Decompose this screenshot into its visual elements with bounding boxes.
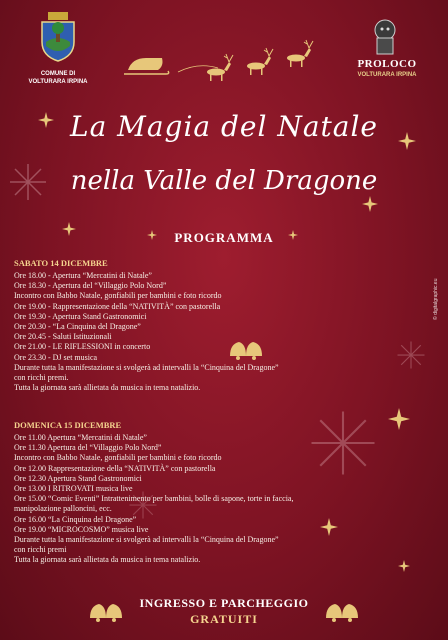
program-line: con ricchi premi [14,545,67,555]
program-line: Ore 13.00 I RITROVATI musica live [14,484,133,494]
program-line: Ore 12.00 Rappresentazione della “NATIVITÀ” con pastorella [14,463,216,473]
proloco-logo [370,18,400,56]
program-line: Ore 20.30 - “La Cinquina del Dragone” [14,322,141,332]
proloco-name: PROLOCO [357,58,417,70]
footer-line2: GRATUITI [190,612,258,626]
program-line: Tutta la giornata sarà allietata da musica in tema natalizio. [14,555,201,565]
program-line: Tutta la giornata sarà allietata da musica in tema natalizio. [14,383,201,393]
program-line: Ore 18.30 - Apertura del “Villaggio Polo Nord” [14,281,167,291]
side-credit: © digitalgraphic.eu [433,278,439,320]
program-line: Ore 11.00 Apertura “Mercatini di Natale” [14,433,147,442]
program-line: Ore 23.30 - DJ set musica [14,352,98,362]
program-line: Durante tutta la manifestazione si svolgerà ad intervalli la “Cinquina del Dragone” [14,362,279,372]
proloco-subtitle: VOLTURARA IRPINA [357,72,417,78]
programma-heading: PROGRAMMA [174,230,274,245]
comune-label [18,70,98,86]
day-heading-saturday: SABATO 14 DICEMBRE [14,258,108,268]
star-icon [362,196,378,212]
footer-line1: INGRESSO E PARCHEGGIO [139,596,309,610]
snowflake-icon [396,340,426,370]
program-line: Ore 21.00 - LE RIFLESSIONI in concerto [14,342,151,352]
program-line: Ore 20.45 - Saluti Istituzionali [14,332,112,342]
program-line: manipolazione palloncini, ecc. [14,504,112,514]
program-line: con ricchi premi. [14,373,69,383]
star-icon [398,560,410,572]
program-line: Incontro con Babbo Natale, gonfiabili per bambini e foto ricordo [14,291,222,301]
program-list-sunday [14,433,394,566]
sleigh-reindeer-icon [118,28,328,88]
day-heading-sunday: DOMENICA 15 DICEMBRE [14,420,122,430]
star-icon [388,408,410,430]
program-line: Durante tutta la manifestazione si svolgerà ad intervalli la “Cinquina del Dragone” [14,535,279,545]
program-line: Incontro con Babbo Natale, gonfiabili per bambini e foto ricordo [14,453,222,463]
program-line: Ore 11.30 Apertura del “Villaggio Polo Nord” [14,443,162,453]
comune-line2: VOLTURARA IRPINA [28,79,88,85]
program-line: Ore 19.00 - Rappresentazione della “NATIVITÀ” con pastorella [14,301,221,311]
program-line: Ore 18.00 - Apertura “Mercatini di Natale” [14,271,152,280]
program-list-saturday [14,271,394,393]
program-line: Ore 19.00 “MICROCOSMO” musica live [14,524,149,534]
program-line: Ore 15.00 “Comic Eventi” Intrattenimento per bambini, bolle di sapone, torte in faccia, [14,494,294,504]
program-line: Ore 19.30 - Apertura Stand Gastronomici [14,311,147,321]
program-line: Ore 12.30 Apertura Stand Gastronomici [14,473,142,483]
title-line1: La Magia del Natale [69,110,379,143]
program-line: Ore 16.00 “La Cinquina del Dragone” [14,514,137,524]
comune-line1: COMUNE DI [40,71,76,77]
title-line2: nella Valle del Dragone [70,166,378,196]
coat-of-arms-logo [38,12,78,62]
